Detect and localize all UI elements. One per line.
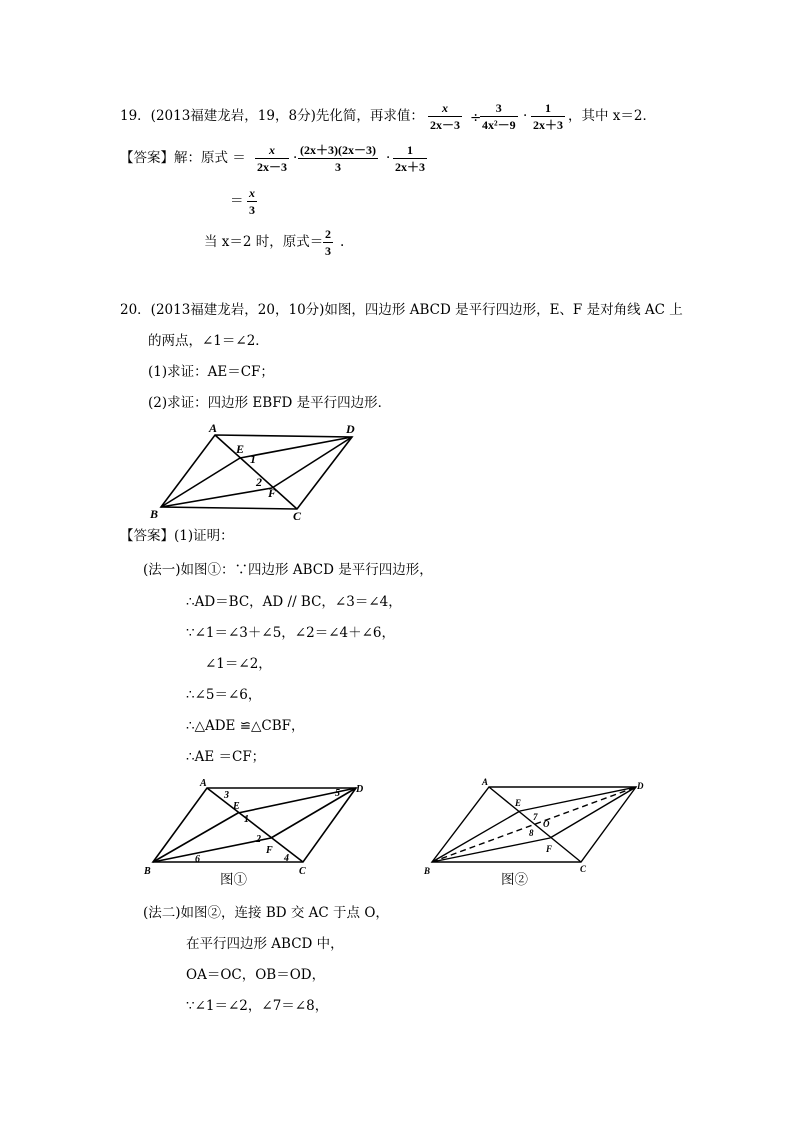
fig2-label-o: O: [543, 819, 550, 829]
fig2-line-bf: [432, 838, 553, 862]
q20-label-angle-1: 1: [250, 452, 256, 466]
q19-evaluation: 当 x＝2 时，原式＝: [204, 234, 324, 250]
method1-line-6: ∴AE ＝CF；: [186, 749, 266, 765]
method2-line-2: OA＝OC，OB＝OD，: [186, 967, 326, 983]
q19-answer-label: 【答案】解：原式 ＝: [120, 150, 246, 166]
fig2-diagonal-ac: [489, 787, 581, 862]
q19-answer-dot-2: ·: [386, 150, 391, 166]
fig1-angle-4: 4: [284, 853, 289, 864]
method1-line-5: ∴△ADE ≌△CBF，: [186, 718, 305, 734]
fig1-label-e: E: [233, 801, 240, 812]
fig2-label-d: D: [637, 781, 644, 791]
q20-part-1: (1)求证：AE＝CF；: [148, 364, 274, 380]
fig2-label-e: E: [515, 798, 522, 808]
fig1-angle-1: 1: [244, 814, 249, 825]
method2-intro: (法二)如图②，连接 BD 交 AC 于点 O，: [143, 905, 389, 921]
fig1-angle-3: 3: [224, 790, 229, 801]
fig2-label-a: A: [482, 777, 489, 787]
fig1-label-f: F: [266, 845, 273, 856]
fig2-line-be: [432, 811, 520, 862]
q20-diagonal-ac: [215, 435, 297, 509]
q20-label-a: A: [209, 421, 218, 435]
method1-line-1: ∴AD＝BC，AD // BC，∠3＝∠4，: [186, 594, 402, 610]
fig1-label-a: A: [200, 778, 207, 789]
q20-label-f: F: [268, 486, 277, 500]
answer-label: 【答案】(1)证明：: [120, 528, 234, 544]
q19-dot-sign: ·: [523, 108, 528, 124]
fig1-label-b: B: [144, 866, 151, 877]
fig1-angle-2: 2: [256, 834, 261, 845]
q20-label-angle-2: 2: [256, 475, 262, 489]
method1-line-3: ∠1＝∠2，: [205, 656, 272, 672]
q19-result-fraction: 2 3: [325, 227, 331, 258]
q19-answer-fraction-3: 1 2x＋3: [395, 143, 426, 174]
q19-fraction-1: x 2x－3: [430, 101, 461, 132]
fig2-line-df: [550, 787, 636, 838]
method1-line-4: ∴∠5＝∠6，: [186, 687, 262, 703]
q19-heading: 19．(2013福建龙岩，19，8分)先化简，再求值：: [120, 108, 424, 124]
q19-period: .: [340, 234, 345, 250]
q19-divide-sign: ÷: [470, 110, 482, 126]
fig1-angle-6: 6: [195, 854, 200, 865]
fig2-angle-8: 8: [529, 828, 534, 838]
q20-label-b: B: [150, 507, 159, 521]
fig1-line-bf: [153, 838, 271, 862]
fig2-angle-7: 7: [533, 812, 538, 822]
fig1-caption: 图①: [220, 872, 247, 888]
method1-intro: (法一)如图①：∵四边形 ABCD 是平行四边形，: [143, 562, 433, 578]
q20-label-c: C: [293, 509, 302, 523]
fig2-caption: 图②: [501, 872, 528, 888]
method1-line-2: ∵∠1＝∠3＋∠5，∠2＝∠4＋∠6，: [186, 625, 395, 641]
q20-line-1: 20．(2013福建龙岩，20，10分)如图，四边形 ABCD 是平行四边形，E、F 是对角线 AC 上: [120, 302, 683, 318]
q19-tail: ，其中 x＝2．: [568, 108, 656, 124]
q20-figure: [161, 435, 352, 509]
q20-line-2: 的两点，∠1＝∠2．: [148, 333, 269, 349]
fig2-line-de: [520, 787, 636, 811]
fig1-label-c: C: [299, 866, 306, 877]
method2-line-3: ∵∠1＝∠2，∠7＝∠8，: [186, 998, 329, 1014]
fig1-diagonal-ac: [207, 788, 303, 862]
fig2: [432, 787, 636, 862]
q19-simplified-fraction: x 3: [249, 186, 255, 217]
fig1: [153, 788, 356, 862]
q19-answer-dot-1: ·: [293, 150, 298, 166]
q19-fraction-2: 3 4x²－9: [482, 101, 516, 132]
q19-fraction-3: 1 2x＋3: [533, 101, 564, 132]
q19-equals-2: ＝: [230, 193, 244, 209]
fig1-angle-5: 5: [335, 788, 340, 799]
q20-label-e: E: [236, 442, 245, 456]
fig2-label-b: B: [424, 866, 431, 876]
fig1-line-df: [271, 788, 356, 838]
method2-line-1: 在平行四边形 ABCD 中，: [186, 936, 344, 952]
q19-answer-fraction-2: (2x＋3)(2x－3) 3: [300, 143, 376, 174]
q20-part-2: (2)求证：四边形 EBFD 是平行四边形．: [148, 395, 392, 411]
fig1-label-d: D: [356, 784, 364, 795]
fig2-label-c: C: [580, 864, 587, 874]
q20-label-d: D: [346, 422, 355, 436]
q19-answer-fraction-1: x 2x－3: [257, 143, 288, 174]
fig2-label-f: F: [546, 844, 553, 854]
